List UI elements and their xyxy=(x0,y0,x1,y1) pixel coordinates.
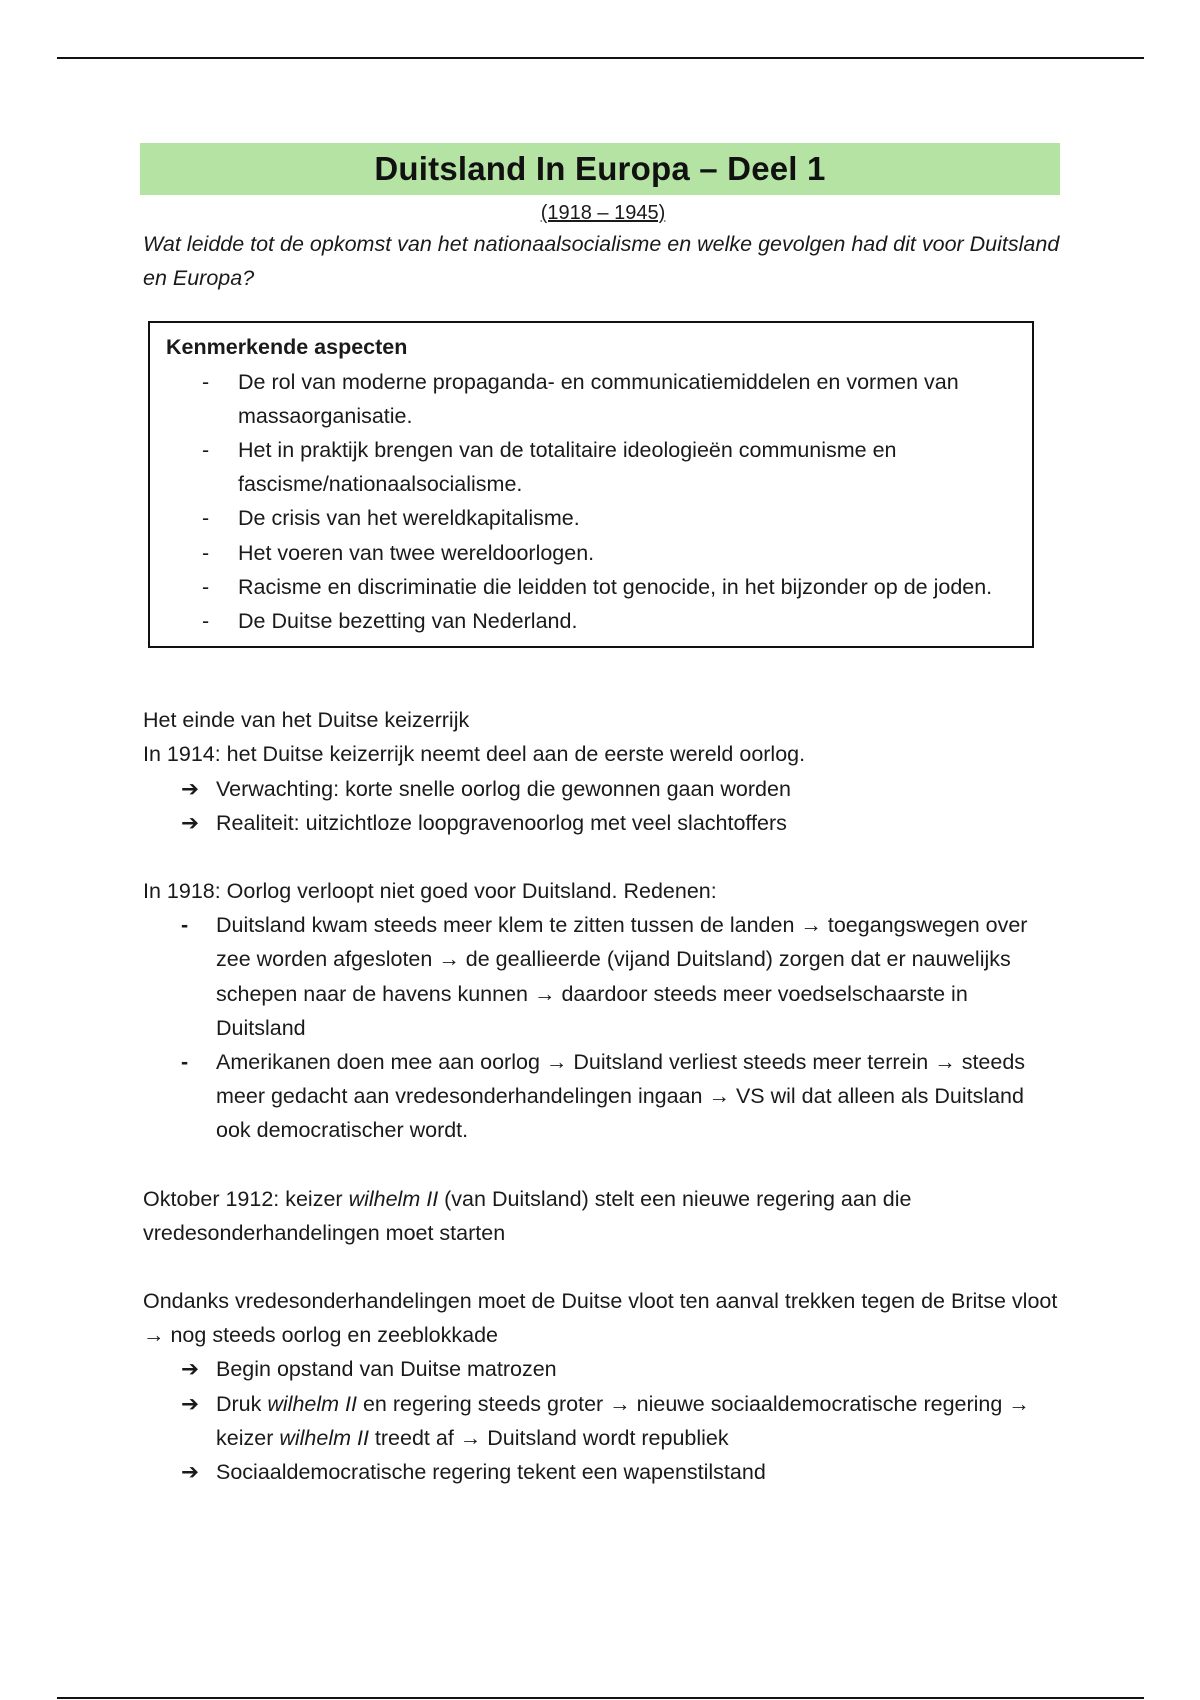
reasons-list xyxy=(143,908,1063,1147)
kaiser-name: wilhelm II xyxy=(279,1425,369,1450)
document-body xyxy=(143,143,1063,1489)
list-item: - Racisme en discriminatie die leidden tot genocide, in het bijzonder op de joden. xyxy=(166,570,1022,604)
key-aspects-box xyxy=(148,321,1034,648)
dash-bullet: - xyxy=(181,1050,189,1075)
list-item: ➔ Sociaaldemocratische regering tekent een wapenstilstand xyxy=(143,1455,1063,1489)
arrow-list xyxy=(143,1352,1063,1489)
list-item: ➔ Begin opstand van Duitse matrozen xyxy=(143,1352,1063,1386)
kaiser-name: wilhelm II xyxy=(267,1391,357,1416)
dash-bullet: - xyxy=(181,913,189,938)
paragraph: Ondanks vredesonderhandelingen moet de Duitse vloot ten aanval trekken tegen de Britse vloot → nog steeds oorlog en zeeblokkade xyxy=(143,1289,1058,1348)
section-october xyxy=(143,1182,1063,1250)
dash-bullet: - xyxy=(202,574,210,599)
section-end-empire xyxy=(143,703,1063,840)
top-rule xyxy=(57,57,1144,59)
page-title: Duitsland In Europa – Deel 1 xyxy=(140,143,1060,195)
bottom-rule xyxy=(57,1697,1144,1699)
dash-bullet: - xyxy=(202,369,210,394)
dash-bullet: - xyxy=(202,609,210,634)
arrow-list xyxy=(143,772,1063,840)
dash-bullet: - xyxy=(202,438,210,463)
list-item: ➔ Verwachting: korte snelle oorlog die gewonnen gaan worden xyxy=(143,772,1063,806)
section-1918 xyxy=(143,874,1063,1148)
list-item: - De rol van moderne propaganda- en communicatiemiddelen en vormen van massaorganisatie. xyxy=(166,365,1022,433)
guiding-question: Wat leidde tot de opkomst van het nationaalsocialisme en welke gevolgen had dit voor Duitsland en Europa? xyxy=(143,232,1060,291)
list-item: - Het voeren van twee wereldoorlogen. xyxy=(166,536,1022,570)
list-item: ➔ Realiteit: uitzichtloze loopgravenoorlog met veel slachtoffers xyxy=(143,806,1063,840)
kaiser-name: wilhelm II xyxy=(348,1186,439,1211)
dash-bullet: - xyxy=(202,506,210,531)
key-aspects-list xyxy=(166,365,1022,639)
list-item: - De Duitse bezetting van Nederland. xyxy=(166,604,1022,638)
list-item: - Amerikanen doen mee aan oorlog → Duitsland verliest steeds meer terrein → steeds meer gedacht aan vredesonderhandelingen ingaan → VS wil dat alleen als Duitsland ook democratischer wordt. xyxy=(143,1045,1063,1148)
arrow-right-icon: ➔ xyxy=(181,1357,200,1382)
list-item: - Duitsland kwam steeds meer klem te zitten tussen de landen → toegangswegen over zee worden afgesloten → de geallieerde (vijand Duitsland) zorgen dat er nauwelijks schepen naar de havens kunnen → daardoor steeds meer voedselschaarste in Duitsland xyxy=(143,908,1063,1045)
dash-bullet: - xyxy=(202,540,210,565)
period-subtitle: (1918 – 1945) xyxy=(540,202,666,224)
arrow-right-icon: ➔ xyxy=(181,776,200,801)
key-aspects-heading: Kenmerkende aspecten xyxy=(166,335,408,360)
section-navy xyxy=(143,1284,1063,1489)
paragraph: In 1918: Oorlog verloopt niet goed voor Duitsland. Redenen: xyxy=(143,879,717,904)
list-item: - De crisis van het wereldkapitalisme. xyxy=(166,501,1022,535)
paragraph: In 1914: het Duitse keizerrijk neemt deel aan de eerste wereld oorlog. xyxy=(143,742,806,767)
section-heading: Het einde van het Duitse keizerrijk xyxy=(143,708,470,733)
paragraph: Oktober 1912: keizer wilhelm II (van Duitsland) stelt een nieuwe regering aan die vredesonderhandelingen moet starten xyxy=(143,1186,912,1245)
list-item: ➔ Druk wilhelm II en regering steeds groter → nieuwe sociaaldemocratische regering → keizer wilhelm II treedt af → Duitsland wordt republiek xyxy=(143,1387,1063,1455)
arrow-right-icon: ➔ xyxy=(181,810,200,835)
list-item: - Het in praktijk brengen van de totalitaire ideologieën communisme en fascisme/nationaalsocialisme. xyxy=(166,433,1022,501)
arrow-right-icon: ➔ xyxy=(181,1391,200,1416)
arrow-right-icon: ➔ xyxy=(181,1460,200,1485)
